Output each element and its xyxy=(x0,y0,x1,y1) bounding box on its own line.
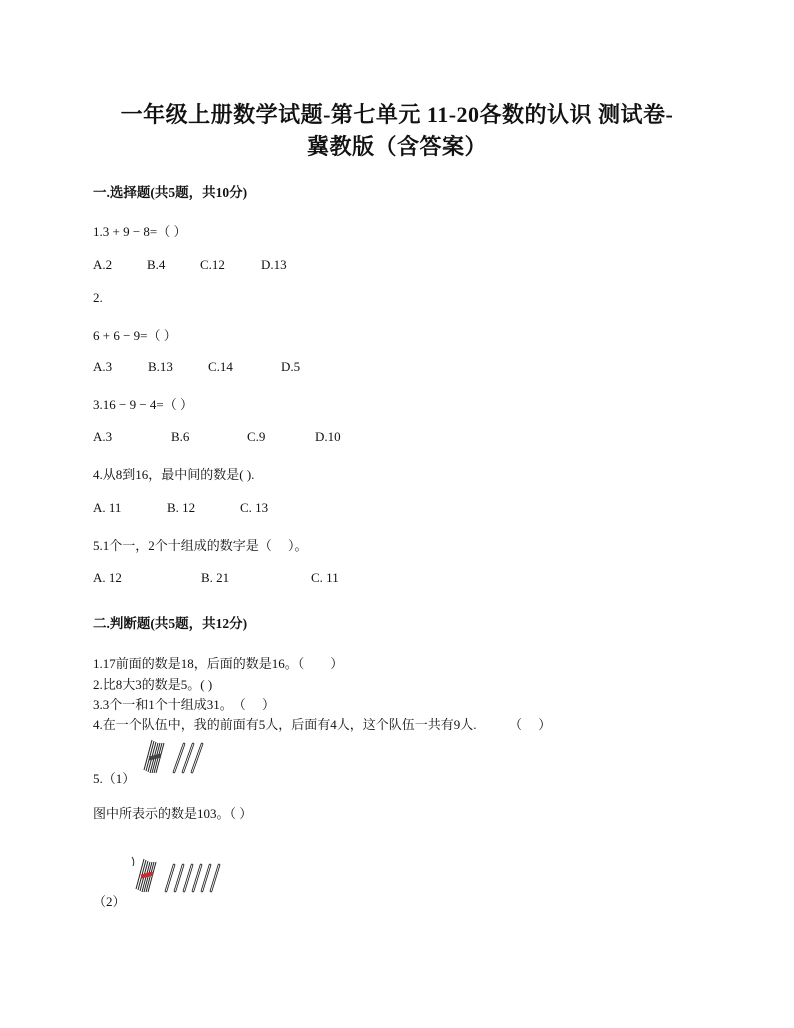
question-5-stem: 5.1个一，2个十组成的数字是（ ）。 xyxy=(93,538,308,553)
bundle-of-ten-sticks xyxy=(136,859,156,892)
tf-question-2: 2.比8大3的数是5。( ) xyxy=(93,677,213,692)
option-b: B.13 xyxy=(148,359,173,374)
option-c: C.12 xyxy=(200,257,225,272)
option-b: B.6 xyxy=(171,429,190,444)
option-d: D.5 xyxy=(281,359,301,374)
counting-sticks-figure-1 xyxy=(140,738,212,778)
question-3-stem: 3.16 − 9 − 4=（ ） xyxy=(93,397,193,412)
option-b: B. 21 xyxy=(201,570,230,585)
option-a: A.2 xyxy=(93,257,113,272)
tf-question-5-statement: 图中所表示的数是103。（ ） xyxy=(93,806,253,821)
question-1-stem: 1.3 + 9 − 8=（ ） xyxy=(93,224,187,239)
tf-question-5-part2-label: （2） xyxy=(93,894,126,909)
counting-sticks-figure-2 xyxy=(128,855,228,897)
tf-question-3: 3.3个一和1个十组成31。 （ ） xyxy=(93,697,276,712)
tf-question-5-part1-label: 5.（1） xyxy=(93,771,136,786)
question-2-number: 2. xyxy=(93,290,103,305)
tf-question-1: 1.17前面的数是18，后面的数是16。（ ） xyxy=(93,656,344,671)
option-c: C. 13 xyxy=(240,500,269,515)
option-c: C. 11 xyxy=(311,570,339,585)
section-heading-multiple-choice: 一.选择题(共5题，共10分) xyxy=(93,185,248,200)
single-sticks xyxy=(166,865,219,891)
option-b: B.4 xyxy=(147,257,166,272)
option-c: C.14 xyxy=(208,359,233,374)
question-4-stem: 4.从8到16，最中间的数是( ). xyxy=(93,467,255,482)
tf-question-4: 4.在一个队伍中，我的前面有5人，后面有4人，这个队伍一共有9人. （ ） xyxy=(93,717,552,732)
question-2-stem: 6 + 6 − 9=（ ） xyxy=(93,328,177,343)
option-d: D.13 xyxy=(261,257,287,272)
option-c: C.9 xyxy=(247,429,266,444)
option-a: A. 12 xyxy=(93,570,122,585)
option-a: A.3 xyxy=(93,429,113,444)
option-d: D.10 xyxy=(315,429,341,444)
hand-mark xyxy=(132,857,134,866)
bundle-of-ten-sticks xyxy=(144,740,164,773)
section-heading-true-false: 二.判断题(共5题，共12分) xyxy=(93,616,248,631)
worksheet-title-line1: 一年级上册数学试题-第七单元 11-20各数的认识 测试卷- xyxy=(120,102,674,127)
option-b: B. 12 xyxy=(167,500,196,515)
worksheet-title-line2: 冀教版（含答案） xyxy=(306,134,487,159)
option-a: A. 11 xyxy=(93,500,122,515)
option-a: A.3 xyxy=(93,359,113,374)
